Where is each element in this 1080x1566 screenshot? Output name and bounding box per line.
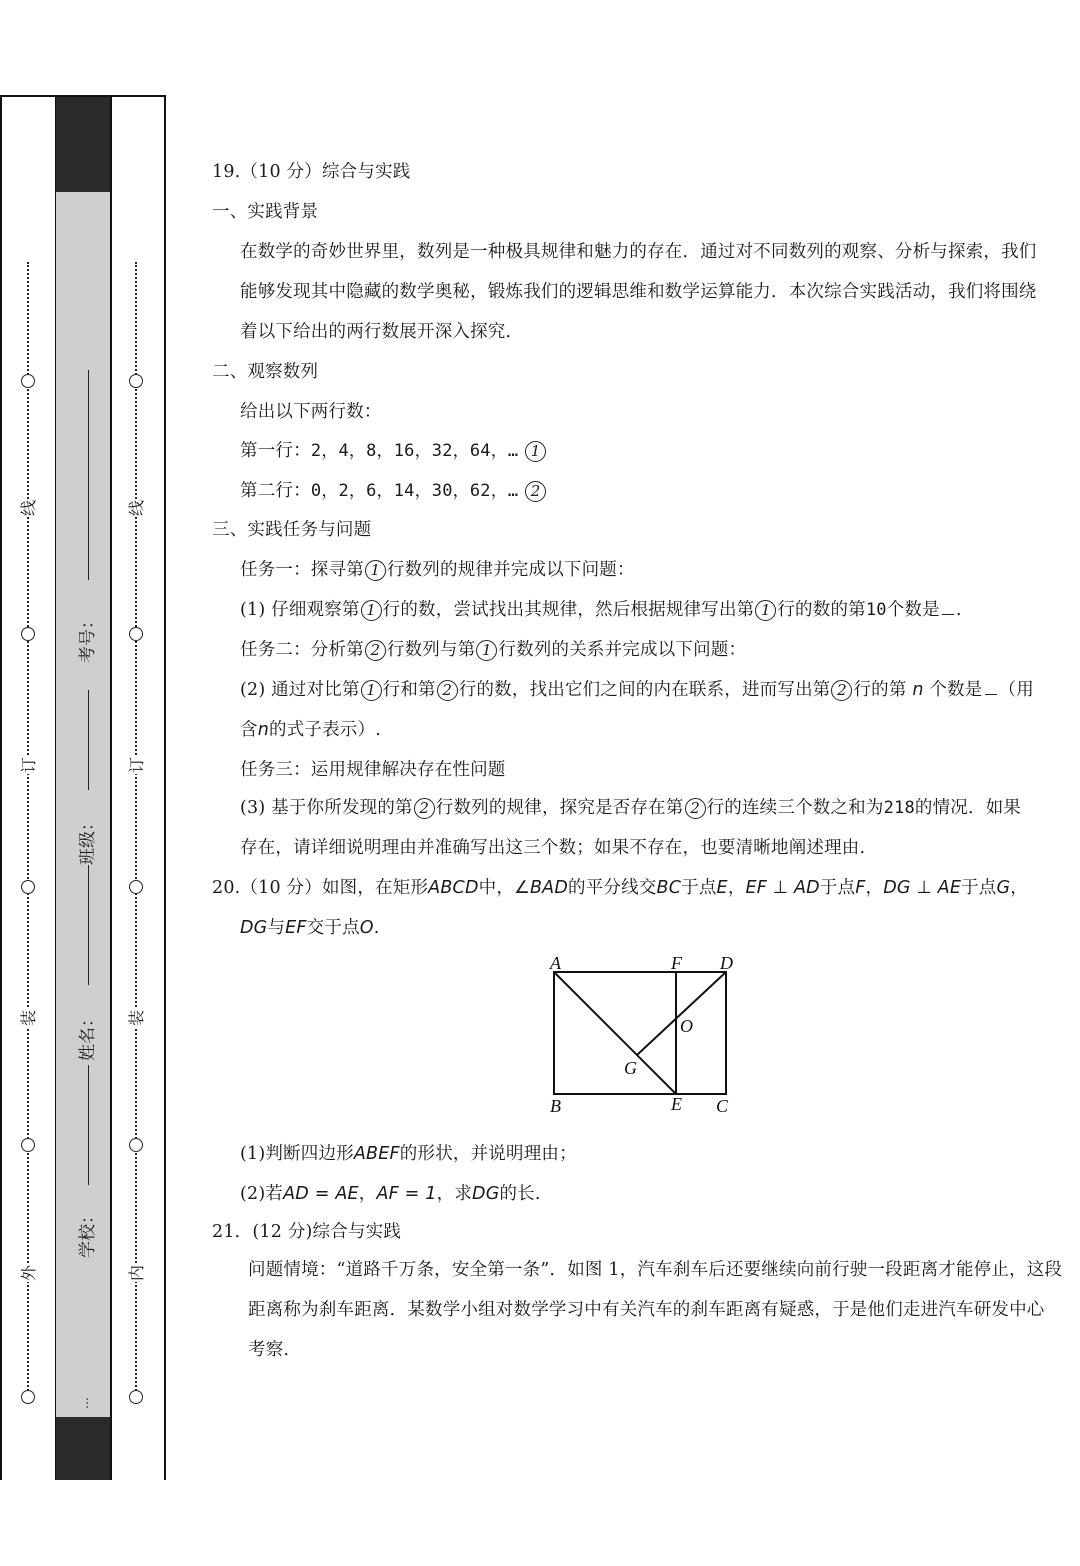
q19-section1-title: 一、实践背景 (212, 202, 319, 222)
row2-label: 第二行： (240, 481, 311, 501)
inner-char-nei: 内 (127, 1265, 146, 1282)
task1-text-a: 任务一：探寻第 (240, 560, 364, 580)
exam-no-underline (88, 370, 89, 580)
binding-dark-block-bottom (56, 1417, 110, 1480)
q19-row2 (240, 476, 547, 502)
outer-circle (21, 880, 35, 894)
q20-p2-af-1: AF = 1 (376, 1184, 437, 1204)
inner-char-ding: 订 (127, 757, 146, 774)
q20-text-a: 20.（10 分）如图，在矩形 (212, 878, 429, 898)
q3-text-a: (3) 基于你所发现的第 (240, 798, 413, 818)
q2-answer-blank[interactable] (985, 694, 997, 695)
outer-char-wai: 外 (19, 1265, 38, 1282)
outer-char-ding: 订 (19, 757, 38, 774)
q19-question3-line1 (240, 794, 1021, 819)
q1-end: . (955, 600, 962, 620)
q20-point-f: F (855, 878, 866, 898)
binding-frame-left (0, 95, 2, 1480)
q1-text-a: (1) 仔细观察第 (240, 600, 360, 620)
q20-heading-line1 (212, 874, 1028, 899)
inner-char-xian: 线 (127, 500, 146, 517)
exam-no-label: 考号： (78, 612, 98, 663)
row1-label: 第一行： (240, 441, 311, 461)
inner-circle (129, 1138, 143, 1152)
binding-ellipsis: … (77, 1397, 91, 1409)
q21-situation-line3: 考察. (248, 1340, 290, 1360)
q20-p2-text-c: ，求 (436, 1184, 473, 1204)
q20-text-f: 于点 (819, 878, 856, 898)
q20-part1 (240, 1140, 577, 1165)
q2-text-e: 个数是 (929, 680, 983, 700)
segment-dg (637, 972, 726, 1055)
q2-text-c: 行的数，找出它们之间的内在联系，进而写出第 (458, 680, 831, 700)
inner-char-zhuang: 装 (127, 1010, 146, 1027)
class-underline (88, 690, 89, 790)
inner-dotted-line (135, 262, 137, 1402)
q20-point-g: G (996, 878, 1011, 898)
q2-var-n: n (912, 680, 924, 700)
q19-background-line2: 能够发现其中隐藏的数学奥秘，锻炼我们的逻辑思维和数学运算能力．本次综合实践活动，我们将围绕 (240, 282, 1037, 302)
row1-numbers: 2，4，8，16，32，64，… (310, 441, 519, 461)
q20-text-i: ， (1010, 878, 1028, 898)
circled-2-mark: 2 (831, 680, 852, 701)
circled-1-mark: 1 (361, 680, 382, 701)
label-b: B (550, 1096, 561, 1116)
circled-2-mark: 2 (685, 798, 706, 819)
outer-circle (21, 1138, 35, 1152)
label-g: G (624, 1058, 637, 1078)
inner-circle (129, 1390, 143, 1404)
q20-rectangle-figure (540, 950, 750, 1120)
q20-point-e: E (716, 878, 728, 898)
q20-p2-text-d: 的长. (499, 1184, 541, 1204)
q2-text-b: 行和第 (382, 680, 436, 700)
q20-p1-abef: ABEF (353, 1144, 400, 1164)
label-o: O (680, 1016, 693, 1036)
q20-p2-text-b: ， (358, 1184, 377, 1204)
q19-row1 (240, 436, 547, 462)
q20-p1-text-b: 的形状，并说明理由； (399, 1144, 577, 1164)
task2-text-c: 行数列的关系并完成以下问题： (498, 640, 747, 660)
outer-circle (21, 374, 35, 388)
outer-circle (21, 627, 35, 641)
q20-dg: DG (240, 918, 268, 938)
q20-text-e: ， (727, 878, 746, 898)
q19-background-line3: 着以下给出的两行数展开深入探究． (240, 322, 524, 342)
circled-2-mark: 2 (365, 640, 386, 661)
rectangle-abcd (554, 972, 726, 1094)
task2-text-a: 任务二：分析第 (240, 640, 364, 660)
q19-section3-title: 三、实践任务与问题 (212, 520, 372, 540)
q20-text-b: 中， (478, 878, 515, 898)
q20-p2-text-a: (2)若 (240, 1184, 284, 1204)
inner-circle (129, 627, 143, 641)
segment-ae (554, 972, 676, 1094)
q20-text-d: 于点 (681, 878, 717, 898)
circled-2-mark: 2 (525, 481, 546, 502)
circled-2-mark: 2 (437, 680, 458, 701)
q19-background-line1: 在数学的奇妙世界里，数列是一种极具规律和魅力的存在．通过对不同数列的观察、分析与探索，我们 (240, 242, 1037, 262)
outer-dotted-line (27, 262, 29, 1402)
q19-task2 (240, 636, 746, 661)
q19-heading: 19.（10 分）综合与实践 (212, 162, 411, 182)
q20-p2-ad-ae: AD = AE (283, 1184, 359, 1204)
q1-number: 10 (865, 600, 887, 620)
label-a: A (550, 953, 561, 973)
q20-text-c: 的平分线交 (568, 878, 657, 898)
task2-text-b: 行数列与第 (386, 640, 476, 660)
inner-circle (129, 374, 143, 388)
outer-char-zhuang: 装 (19, 1010, 38, 1027)
circled-1-mark: 1 (525, 441, 546, 462)
q20-p1-text-a: (1)判断四边形 (240, 1144, 354, 1164)
q2-text-a: (2) 通过对比第 (240, 680, 360, 700)
class-label: 班级： (78, 814, 98, 865)
q20-part2 (240, 1180, 541, 1205)
outer-char-xian: 线 (19, 500, 38, 517)
q1-answer-blank[interactable] (942, 614, 954, 615)
q1-text-d: 个数是 (886, 600, 940, 620)
q20-heading-line2 (240, 914, 380, 939)
q20-perp-dg-ae: DG ⊥ AE (883, 878, 962, 898)
q19-sequence-intro: 给出以下两行数： (240, 402, 382, 422)
binding-frame-right (164, 95, 166, 1480)
outer-circle (21, 1390, 35, 1404)
q20-bc: BC (656, 878, 682, 898)
q3-text-c: 行的连续三个数之和为 (706, 798, 884, 818)
q19-question3-line2: 存在，请详细说明理由并准确写出这三个数；如果不存在，也要清晰地阐述理由. (240, 838, 866, 858)
circled-1-mark: 1 (755, 600, 776, 621)
binding-dark-block-top (56, 97, 110, 192)
q3-number: 218 (883, 798, 915, 818)
row2-numbers: 0，2，6，14，30，62，… (310, 481, 519, 501)
label-c: C (716, 1096, 729, 1116)
circled-1-mark: 1 (361, 600, 382, 621)
q2-text-f: （用 (998, 680, 1034, 700)
q2-text-d: 行的第 (853, 680, 907, 700)
q3-text-d: 的情况．如果 (914, 798, 1022, 818)
label-e: E (671, 1094, 682, 1114)
q20-point-o: O (359, 918, 374, 938)
q2-text-h: 的式子表示）. (269, 720, 381, 740)
circled-1-mark: 1 (476, 640, 497, 661)
q21-situation-line1: 问题情境：“道路千万条，安全第一条”．如图 1，汽车刹车后还要继续向前行驶一段距离才能停止，这段 (248, 1260, 1063, 1280)
school-label: 学校： (78, 1207, 98, 1258)
label-f: F (671, 953, 682, 973)
q20-angle-bad: ∠BAD (514, 878, 569, 898)
task1-text-b: 行数列的规律并完成以下问题： (386, 560, 635, 580)
q19-question1 (240, 596, 962, 621)
q1-text-c: 行的数的第 (777, 600, 866, 620)
q2-text-g: 含 (240, 720, 258, 740)
class-underline-2 (88, 865, 89, 985)
q3-text-b: 行数列的规律，探究是否存在第 (435, 798, 684, 818)
binding-strip-right-edge (110, 95, 112, 1480)
q20-text-end: . (373, 918, 380, 938)
q20-ef: EF (285, 918, 307, 938)
q19-task3: 任务三：运用规律解决存在性问题 (240, 760, 506, 780)
name-label: 姓名： (78, 1010, 98, 1061)
q2-var-n2: n (257, 720, 269, 740)
circled-2-mark: 2 (414, 798, 435, 819)
q20-p2-dg: DG (472, 1184, 500, 1204)
q19-question2-line1 (240, 676, 1034, 701)
q19-task1 (240, 556, 635, 581)
q20-rect-abcd: ABCD (428, 878, 479, 898)
q21-heading: 21．(12 分)综合与实践 (212, 1222, 402, 1242)
q20-text-g: ， (865, 878, 884, 898)
q20-text-yu: 与 (267, 918, 286, 938)
inner-circle (129, 880, 143, 894)
q19-question2-line2 (240, 716, 381, 741)
q19-section2-title: 二、观察数列 (212, 362, 319, 382)
name-underline (88, 1065, 89, 1185)
q21-situation-line2: 距离称为刹车距离．某数学小组对数学学习中有关汽车的刹车距离有疑惑，于是他们走进汽车研发中心 (248, 1300, 1045, 1320)
q20-text-jiaoyu: 交于点 (306, 918, 360, 938)
circled-1-mark: 1 (365, 560, 386, 581)
q20-perp-ef-ad: EF ⊥ AD (745, 878, 820, 898)
q1-text-b: 行的数，尝试找出其规律，然后根据规律写出第 (382, 600, 755, 620)
label-d: D (720, 953, 733, 973)
q20-text-h: 于点 (961, 878, 997, 898)
